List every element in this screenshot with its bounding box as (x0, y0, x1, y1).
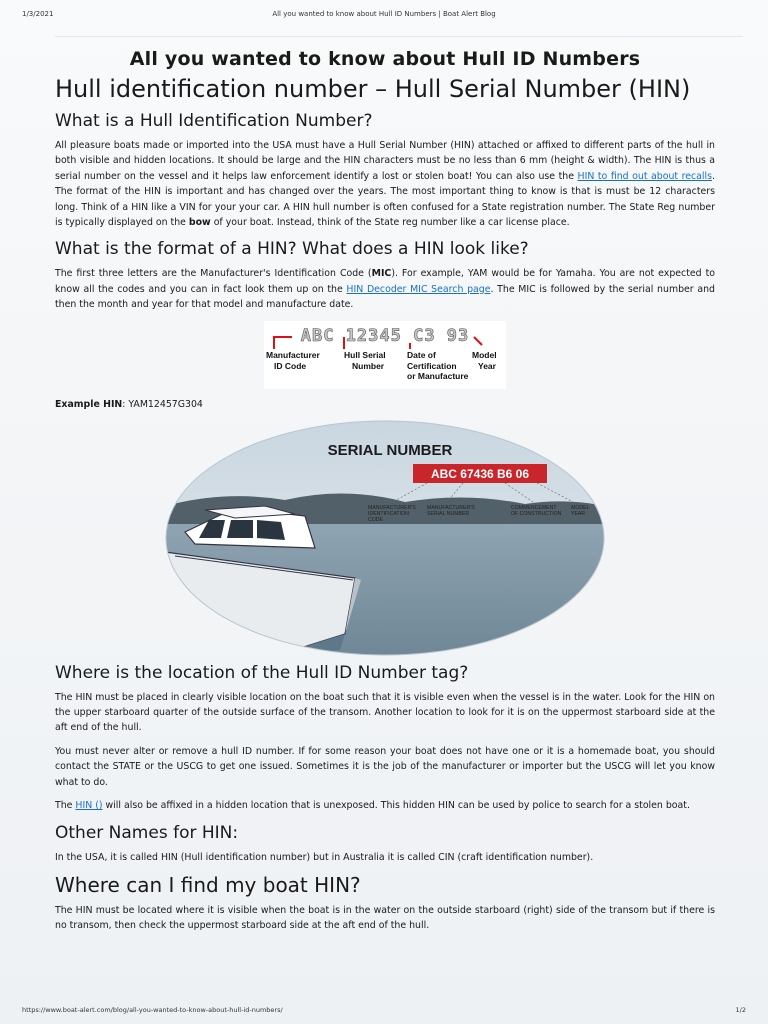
boat-serial-number-illustration (165, 420, 605, 656)
section-heading-find-hin: Where can I find my boat HIN? (55, 872, 361, 897)
example-hin: Example HIN: YAM12457G304 (55, 398, 203, 410)
serial-label-year-2: YEAR (571, 510, 586, 517)
hin-code-text: ABC 12345 C3 93 (300, 325, 470, 346)
section-heading-what-is-hin: What is a Hull Identification Number? (55, 111, 373, 131)
serial-label-mic-2: IDENTIFICATION (368, 510, 409, 517)
paragraph-find-hin: The HIN must be located where it is visible when the boat is in the water on the outside starboard (right) side of the transom but if there is no transom, then check the uppermost starboard side at the aft end of the hull. (55, 904, 715, 932)
serial-label-mic-1: MANUFACTURER'S (368, 504, 416, 511)
hin-format-diagram (264, 321, 506, 389)
serial-label-serial-2: SERIAL NUMBER (427, 510, 470, 517)
hin-label-mic-1: Manufacturer (266, 349, 320, 360)
serial-label-year-1: MODEL (571, 504, 590, 511)
serial-label-serial-1: MANUFACTURER'S (427, 504, 475, 511)
hin-label-date-3: or Manufacture (407, 370, 469, 381)
hin-label-serial-2: Number (352, 360, 385, 371)
hin-label-date-2: Certification (407, 360, 457, 371)
page-number: 1/2 (735, 1006, 746, 1014)
print-footer (22, 1006, 746, 1016)
hin-label-year-1: Model (472, 349, 497, 360)
print-page-title: All you wanted to know about Hull ID Numbers | Boat Alert Blog (272, 10, 496, 18)
print-header (22, 10, 746, 24)
paragraph-tag-location-3: The HIN () will also be affixed in a hidden location that is unexposed. This hidden HIN can be used by police to search for a stolen boat. (55, 800, 690, 812)
paragraph-other-names: In the USA, it is called HIN (Hull identification number) but in Australia it is called CIN (craft identification number). (55, 851, 594, 863)
serial-label-construction-1: COMMENCEMENT (511, 504, 557, 511)
hin-label-date-1: Date of (407, 349, 436, 360)
paragraph-tag-location-1: The HIN must be placed in clearly visible location on the boat such that it is visible even when the vessel is in the water. Look for the HIN on the upper starboard quarter of the outside surface of the transom. Another location to look for it is on the uppermost starboard side at the aft end of the hull. (55, 691, 715, 734)
hin-label-mic-2: ID Code (274, 360, 307, 371)
link-hin[interactable]: HIN () (75, 800, 103, 812)
link-hin-recalls[interactable]: HIN to find out about recalls (577, 170, 713, 182)
article-title: All you wanted to know about Hull ID Numbers (129, 48, 641, 70)
print-url: https://www.boat-alert.com/blog/all-you-wanted-to-know-about-hull-id-numbers/ (22, 1006, 283, 1014)
paragraph-hin-format: The first three letters are the Manufacturer's Identification Code (MIC). For example, YAM would be for Yamaha. You are not expected to know all the codes and you can in fact look them up on the HIN Decoder MIC Search page. The MIC is followed by the serial number and then the month and year for that model and manufacture date. (55, 268, 715, 311)
serial-number-title: SERIAL NUMBER (327, 441, 453, 459)
paragraph-what-is-hin: All pleasure boats made or imported into the USA must have a Hull Serial Number (HIN) attached or affixed to different parts of the hull in both visible and hidden locations. It should be large and the HIN characters must be no less than 6 mm (height & width). The HIN is thus a serial number on the vessel and it helps law enforcement identify a lost or stolen boat! You can also use the HIN to find out about recalls. The format of the HIN is important and has changed over the years. The most important thing to know is that is must be 12 characters long. Think of a HIN like a VIN for your your car. A HIN hull number is often confused for a State registration number. The State Reg number is typically displayed on the bow of your boat. Instead, think of the State reg number like a car license place. (55, 140, 715, 229)
section-heading-other-names: Other Names for HIN: (55, 822, 239, 843)
print-date: 1/3/2021 (22, 10, 54, 18)
header-divider (55, 36, 743, 37)
section-heading-tag-location: Where is the location of the Hull ID Number tag? (55, 662, 469, 683)
paragraph-tag-location-2: You must never alter or remove a hull ID number. If for some reason your boat does not have one or it is a homemade boat, you should contact the STATE or the USCG to get one issued. Sometimes it is the job of the manufacturer or importer but the USCG will let you know what to do. (55, 745, 715, 788)
section-heading-hin-format: What is the format of a HIN? What does a HIN look like? (55, 239, 529, 260)
serial-code-text: ABC 67436 B6 06 (430, 466, 530, 481)
serial-label-mic-3: CODE (368, 516, 383, 523)
link-hin-decoder[interactable]: HIN Decoder MIC Search page (346, 283, 491, 295)
hin-label-year-2: Year (478, 360, 496, 371)
serial-label-construction-2: OF CONSTRUCTION (511, 510, 562, 517)
article-body (55, 44, 715, 942)
article-subtitle: Hull identification number – Hull Serial Number (HIN) (55, 75, 691, 103)
hin-label-serial-1: Hull Serial (344, 349, 386, 360)
